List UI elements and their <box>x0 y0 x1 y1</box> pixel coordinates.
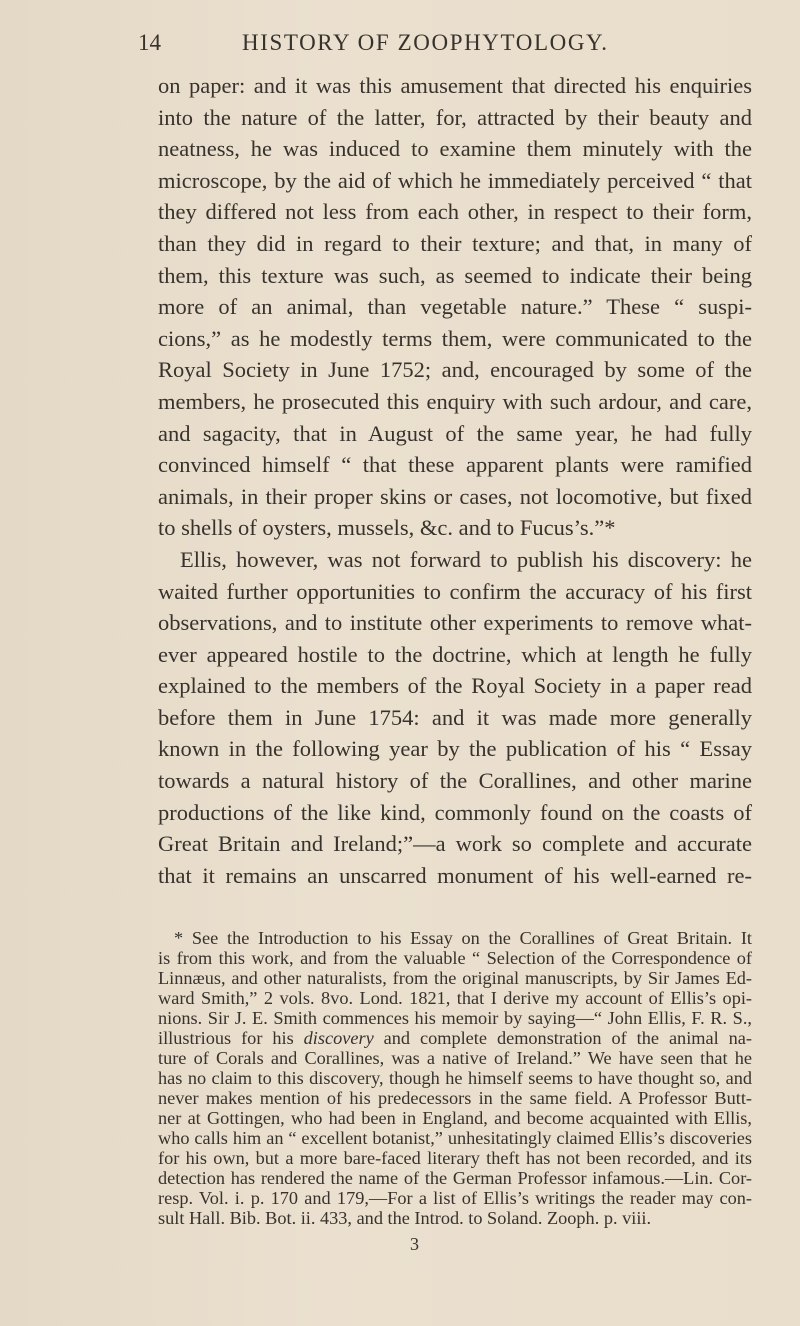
footnote-line: for his own, but a more bare-faced literary theft has not been recorded, and its <box>158 1148 752 1168</box>
footnote-line: Linnæus, and other naturalists, from the original manuscripts, by Sir James Ed- <box>158 968 752 988</box>
body-line: and sagacity, that in August of the same year, he had fully <box>158 420 752 446</box>
body-line: Ellis, however, was not forward to publish his discovery: he <box>180 546 752 572</box>
signature-mark: 3 <box>410 1234 419 1254</box>
body-line: microscope, by the aid of which he immediately perceived “ that <box>158 167 752 193</box>
body-line: explained to the members of the Royal Society in a paper read <box>158 673 752 699</box>
footnote-line: is from this work, and from the valuable “ Selection of the Correspondence of <box>158 948 752 968</box>
body-line: into the nature of the latter, for, attracted by their beauty and <box>158 104 752 130</box>
body-line: before them in June 1754: and it was made more generally <box>158 704 752 730</box>
footnote-line: has no claim to this discovery, though he himself seems to have thought so, and <box>158 1068 752 1088</box>
footnote-line: never makes mention of his predecessors in the same field. A Professor Butt- <box>158 1088 752 1108</box>
footnote-line: nions. Sir J. E. Smith commences his memoir by saying—“ John Ellis, F. R. S., <box>158 1008 752 1028</box>
footnote-text: and complete demonstration of the animal na- <box>373 1028 752 1048</box>
footnote-line: sult Hall. Bib. Bot. ii. 433, and the Introd. to Soland. Zooph. p. viii. <box>158 1208 652 1228</box>
body-text <box>158 70 752 891</box>
body-line: than they did in regard to their texture; and that, in many of <box>158 230 752 256</box>
footnote-line: ward Smith,” 2 vols. 8vo. Lond. 1821, that I derive my account of Ellis’s opi- <box>158 988 752 1008</box>
body-line: them, this texture was such, as seemed to indicate their being <box>158 262 752 288</box>
body-line: more of an animal, than vegetable nature.” These “ suspi- <box>158 294 752 320</box>
footnote-line: * See the Introduction to his Essay on the Corallines of Great Britain. It <box>174 928 752 948</box>
body-line: known in the following year by the publication of his “ Essay <box>158 736 752 762</box>
body-line: convinced himself “ that these apparent plants were ramified <box>158 452 752 478</box>
body-line: animals, in their proper skins or cases, not locomotive, but fixed <box>158 483 752 509</box>
body-line: neatness, he was induced to examine them minutely with the <box>158 136 752 162</box>
body-line: on paper: and it was this amusement that directed his enquiries <box>158 73 752 98</box>
footnote-line: ture of Corals and Corallines, was a native of Ireland.” We have seen that he <box>158 1048 752 1068</box>
body-line: towards a natural history of the Corallines, and other marine <box>158 768 752 794</box>
body-line: to shells of oysters, mussels, &c. and to Fucus’s.”* <box>158 515 616 541</box>
body-line: ever appeared hostile to the doctrine, which at length he fully <box>158 641 752 667</box>
body-line: observations, and to institute other experiments to remove what- <box>158 610 752 636</box>
footnote-line <box>158 1028 752 1048</box>
running-title: HISTORY OF ZOOPHYTOLOGY. <box>242 30 609 55</box>
footnote-line: detection has rendered the name of the German Professor infamous.—Lin. Cor- <box>158 1168 752 1188</box>
body-line: members, he prosecuted this enquiry with such ardour, and care, <box>158 388 752 414</box>
footnote-line: resp. Vol. i. p. 170 and 179,—For a list of Ellis’s writings the reader may con- <box>158 1188 752 1208</box>
body-line: Great Britain and Ireland;”—a work so complete and accurate <box>158 831 752 857</box>
footnote <box>158 928 752 1228</box>
footnote-line: ner at Gottingen, who had been in England, and become acquainted with Ellis, <box>158 1108 752 1128</box>
body-line: productions of the like kind, commonly found on the coasts of <box>158 799 752 825</box>
body-line: they differed not less from each other, in respect to their form, <box>158 199 752 225</box>
italic-word: discovery <box>303 1028 374 1048</box>
body-line: Royal Society in June 1752; and, encouraged by some of the <box>158 357 752 383</box>
body-line: that it remains an unscarred monument of his well-earned re- <box>158 862 752 888</box>
page-number: 14 <box>138 30 161 55</box>
footnote-text: illustrious for his <box>158 1028 304 1048</box>
body-line: cions,” as he modestly terms them, were communicated to the <box>158 325 752 351</box>
footnote-line: who calls him an “ excellent botanist,” unhesitatingly claimed Ellis’s discoveries <box>158 1128 752 1148</box>
body-line: waited further opportunities to confirm the accuracy of his first <box>158 578 752 604</box>
